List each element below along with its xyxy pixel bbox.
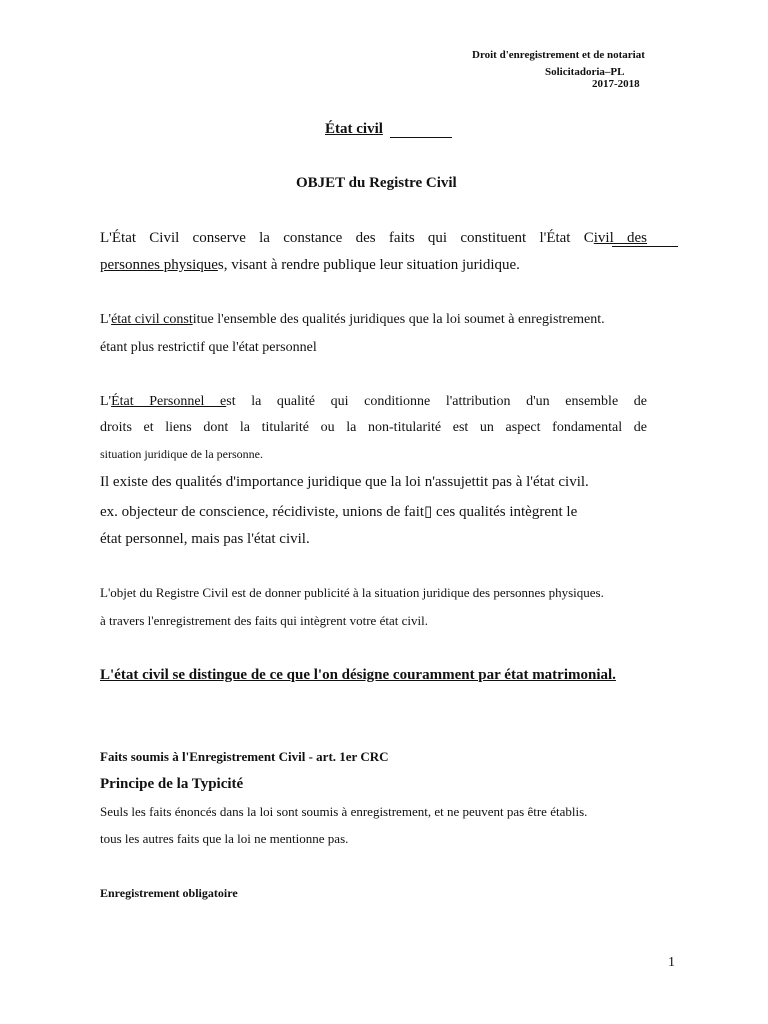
para1-underline-rule (612, 246, 678, 247)
para6-line2: tous les autres faits que la loi ne mentionne pas. (100, 831, 349, 846)
header-course: Droit d'enregistrement et de notariat (472, 49, 645, 61)
para2-line1-text: itue l'ensemble des qualités juridiques que la loi soumet à enregistrement. (192, 312, 605, 327)
para6-line1: Seuls les faits énoncés dans la loi sont soumis à enregistrement, et ne peuvent pas être établis. (100, 804, 588, 819)
para2-line1 (100, 312, 605, 328)
header-institution: Solicitadoria–PL (545, 66, 625, 78)
para5-line2: à travers l'enregistrement des faits qui intègrent votre état civil. (100, 613, 428, 628)
para2-line2: étant plus restrictif que l'état personnel (100, 340, 317, 355)
section-title-objet: OBJET du Registre Civil (296, 175, 457, 191)
page-number: 1 (668, 955, 675, 970)
para1-line1-underlined: ivil des (593, 230, 648, 246)
para3-line1-text: st la qualité qui conditionne l'attribution d'un ensemble de (226, 394, 647, 409)
section-heading-faits: Faits soumis à l'Enregistrement Civil - art. 1er CRC (100, 749, 389, 764)
para3-line1-prefix: L' (100, 394, 112, 409)
section-heading-enregistrement: Enregistrement obligatoire (100, 886, 238, 900)
para3-line1-underlined: État Personnel e (111, 394, 227, 409)
para4-line3: état personnel, mais pas l'état civil. (100, 531, 310, 547)
para3-line2: droits et liens dont la titularité ou la non-titularité est un aspect fondamental de (100, 420, 647, 435)
para4-line2: ex. objecteur de conscience, récidiviste, unions de fait▯ ces qualités intègrent le (100, 504, 578, 520)
para1-line1 (100, 230, 647, 247)
header-year: 2017-2018 (592, 78, 640, 90)
para2-line1-prefix: L' (100, 312, 112, 327)
para1-line1-text: L'État Civil conserve la constance des faits qui constituent l'État C (100, 230, 594, 246)
para1-line2-text: s, visant à rendre publique leur situation juridique. (217, 257, 520, 273)
para3-line1 (100, 394, 647, 410)
para2-line1-underlined: état civil const (111, 312, 193, 327)
para4-line1: Il existe des qualités d'importance juridique que la loi n'assujettit pas à l'état civil. (100, 474, 589, 490)
section-heading-typicite: Principe de la Typicité (100, 776, 244, 792)
page-title: État civil (325, 121, 383, 137)
para1-line2-underlined: personnes physique (100, 257, 218, 273)
para5-line1: L'objet du Registre Civil est de donner publicité à la situation juridique des personnes physiques. (100, 585, 604, 600)
emphasis-statement: L'état civil se distingue de ce que l'on désigne couramment par état matrimonial. (100, 667, 616, 683)
para1-line2 (100, 257, 520, 274)
title-underline-rule (390, 137, 452, 138)
para3-line3: situation juridique de la personne. (100, 447, 263, 461)
